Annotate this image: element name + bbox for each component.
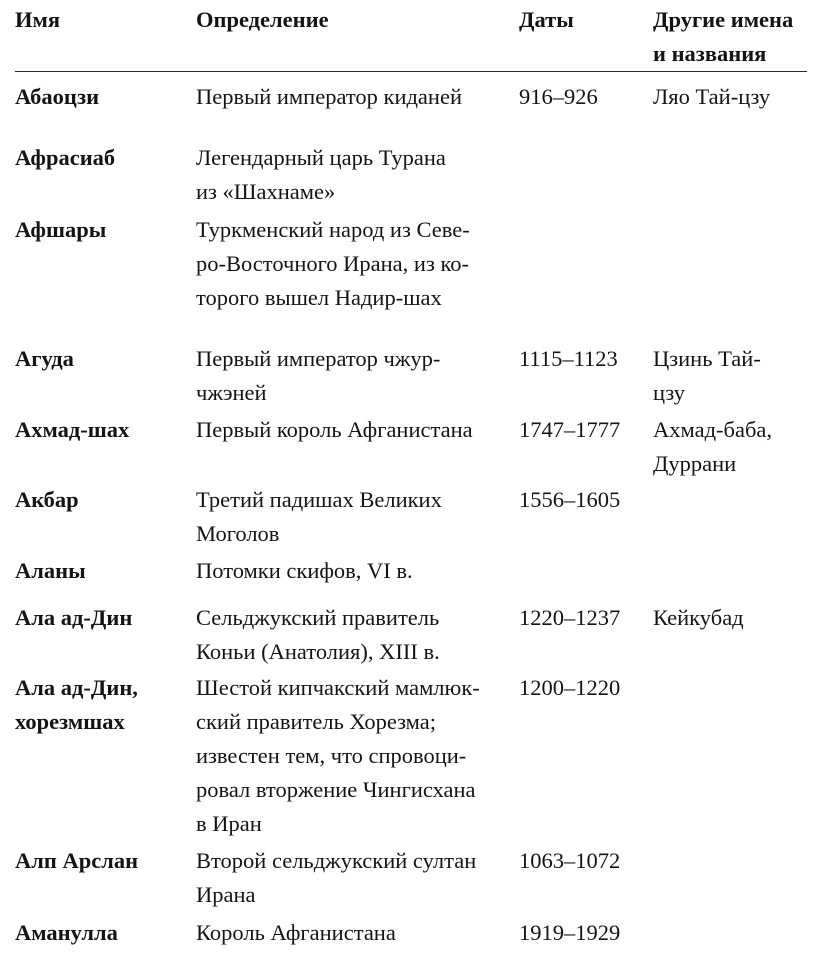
cell-name: Ала ад-Дин, хорезмшах — [15, 674, 138, 734]
cell-other: Кейкубад — [653, 604, 744, 630]
cell-name: Аланы — [15, 557, 86, 583]
cell-definition: Первый король Афганистана — [196, 416, 473, 442]
table-row — [15, 844, 807, 916]
cell-other — [653, 554, 807, 601]
table-row — [15, 916, 807, 952]
table-row — [15, 141, 807, 213]
header-definition: Определение — [196, 3, 519, 72]
header-dates: Даты — [519, 3, 653, 72]
glossary-table — [15, 3, 807, 952]
cell-definition: Король Афганистана — [196, 919, 396, 945]
table-row — [15, 72, 807, 141]
header-name: Имя — [15, 3, 196, 72]
cell-other — [653, 916, 807, 952]
cell-definition: Шестой кипчакский мамлюк- ский правитель Хорезма; известен тем, что спровоци- ровал вторжение Чингисхана в Иран — [196, 674, 480, 836]
cell-name: Афшары — [15, 216, 107, 242]
header-row — [15, 3, 807, 72]
cell-dates: 1220–1237 — [519, 604, 621, 630]
table-row — [15, 671, 807, 844]
cell-dates: 916–926 — [519, 84, 598, 109]
cell-name: Афрасиаб — [15, 144, 116, 170]
cell-name: Ахмад-шах — [15, 416, 130, 442]
cell-dates: 1919–1929 — [519, 919, 621, 945]
cell-name: Агуда — [15, 345, 74, 371]
table-row — [15, 601, 807, 671]
cell-dates: 1200–1220 — [519, 674, 621, 700]
cell-name: Аманулла — [15, 919, 118, 945]
cell-definition: Туркменский народ из Севе- ро-Восточного Ирана, из ко- торого вышел Надир-шах — [196, 216, 470, 310]
cell-definition: Первый император киданей — [196, 84, 462, 109]
table-body — [15, 72, 807, 952]
table-row — [15, 554, 807, 601]
cell-definition: Потомки скифов, VI в. — [196, 557, 413, 583]
cell-name: Ала ад-Дин — [15, 604, 133, 630]
cell-dates: 1556–1605 — [519, 486, 621, 512]
cell-name: Алп Арслан — [15, 847, 139, 873]
table-row — [15, 483, 807, 554]
table-header — [15, 3, 807, 72]
cell-other: Ахмад-баба, Дуррани — [653, 416, 773, 476]
cell-definition: Легендарный царь Турана из «Шахнаме» — [196, 144, 446, 204]
cell-dates: 1063–1072 — [519, 847, 621, 873]
cell-dates — [519, 554, 653, 601]
cell-dates: 1115–1123 — [519, 345, 618, 371]
cell-dates: 1747–1777 — [519, 416, 621, 442]
cell-dates — [519, 213, 653, 342]
cell-other — [653, 483, 807, 554]
cell-name: Абаоцзи — [15, 84, 100, 109]
cell-definition: Первый император чжур- чжэней — [196, 345, 441, 405]
cell-other — [653, 844, 807, 916]
cell-definition: Третий падишах Великих Моголов — [196, 486, 442, 546]
cell-other — [653, 141, 807, 213]
table-row — [15, 342, 807, 413]
cell-other: Ляо Тай-цзу — [653, 84, 771, 109]
header-other-names: Другие имена и названия — [653, 3, 807, 72]
cell-dates — [519, 141, 653, 213]
cell-definition: Второй сельджукский султан Ирана — [196, 847, 477, 907]
cell-name: Акбар — [15, 486, 79, 512]
cell-other: Цзинь Тай- цзу — [653, 345, 761, 405]
table-row — [15, 413, 807, 483]
table-row — [15, 213, 807, 342]
cell-other — [653, 671, 807, 844]
cell-definition: Сельджукский правитель Коньи (Анатолия), XIII в. — [196, 604, 440, 664]
cell-other — [653, 213, 807, 342]
